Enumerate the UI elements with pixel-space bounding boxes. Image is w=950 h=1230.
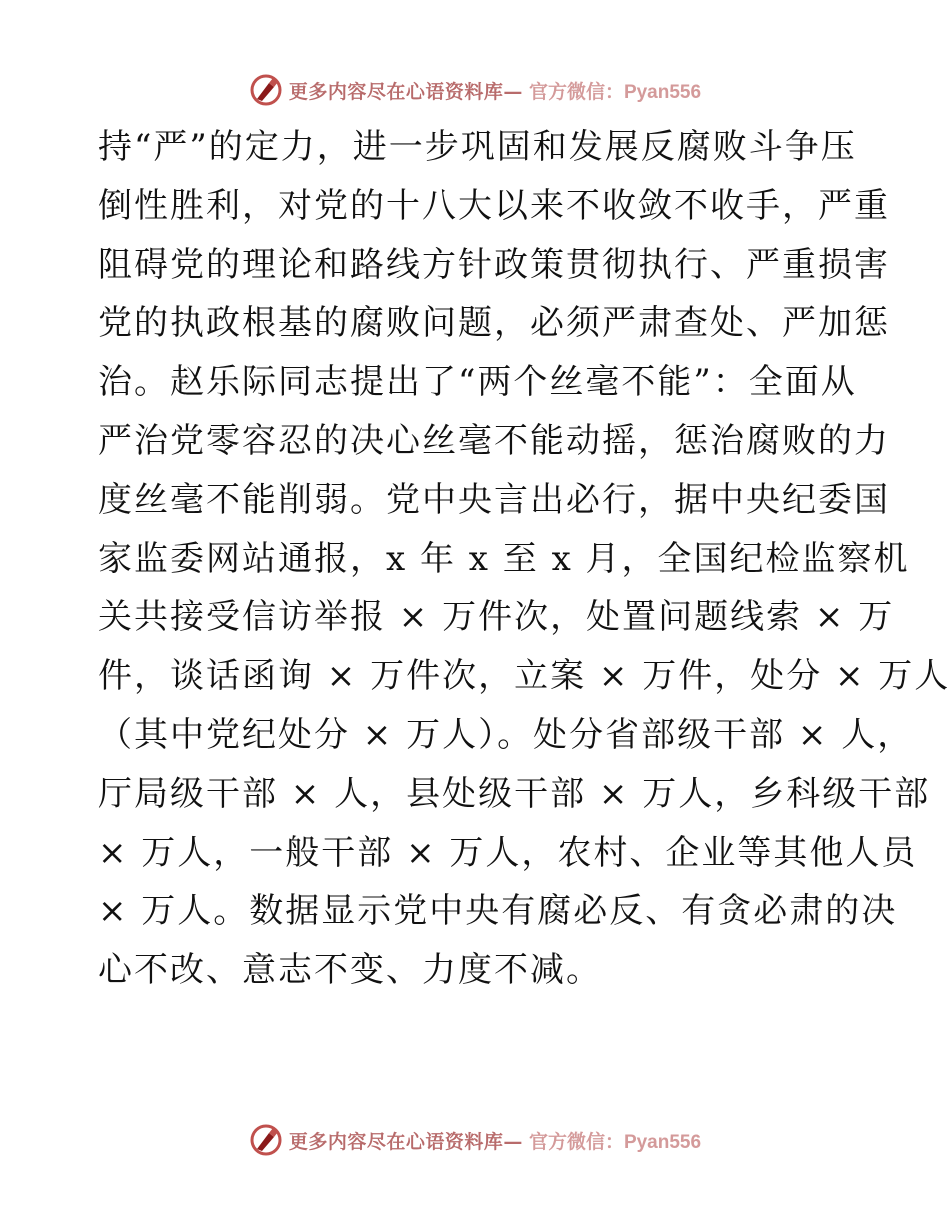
text-line: 严治党零容忍的决心丝毫不能动摇，惩治腐败的力: [98, 420, 890, 461]
text-line: 关共接受信访举报 × 万件次，处置问题线索 × 万: [98, 597, 895, 638]
text-line: 件，谈话函询 × 万件次，立案 × 万件，处分 × 万人: [98, 656, 950, 697]
text-line: 度丝毫不能削弱。党中央言出必行，据中央纪委国: [98, 479, 890, 520]
text-line: × 万人。数据显示党中央有腐必反、有贪必肃的决: [98, 891, 898, 932]
text-line: 心不改、意志不变、力度不减。: [98, 950, 602, 991]
text-line: 持“严”的定力，进一步巩固和发展反腐败斗争压: [98, 127, 857, 167]
text-line: 厅局级干部 × 人，县处级干部 × 万人，乡科级干部: [98, 773, 931, 814]
text-line: （其中党纪处分 × 万人）。处分省部级干部 × 人，: [98, 714, 914, 755]
text-line: 倒性胜利，对党的十八大以来不收敛不收手，严重: [98, 185, 890, 226]
text-line: 阻碍党的理论和路线方针政策贯彻执行、严重损害: [98, 244, 890, 285]
text-line: 党的执政根基的腐败问题，必须严肃查处、严加惩: [98, 303, 890, 344]
watermark-wechat: 官方微信：Pyan556: [528, 1131, 702, 1153]
text-line: 治。赵乐际同志提出了“两个丝毫不能”：全面从: [98, 362, 857, 403]
watermark-text: 更多内容尽在心语资料库—: [288, 80, 523, 103]
watermark-text: 更多内容尽在心语资料库—: [288, 1130, 523, 1153]
text-line: 家监委网站通报，x 年 x 至 x 月，全国纪检监察机: [98, 538, 910, 579]
watermark-wechat: 官方微信：Pyan556: [528, 81, 702, 103]
header-watermark: [0, 70, 950, 110]
document-body: [98, 118, 950, 1000]
pen-logo-icon: [249, 73, 283, 107]
pen-logo-icon: [249, 1123, 283, 1157]
text-line: × 万人，一般干部 × 万人，农村、企业等其他人员: [98, 832, 918, 873]
footer-watermark: [0, 1120, 950, 1160]
